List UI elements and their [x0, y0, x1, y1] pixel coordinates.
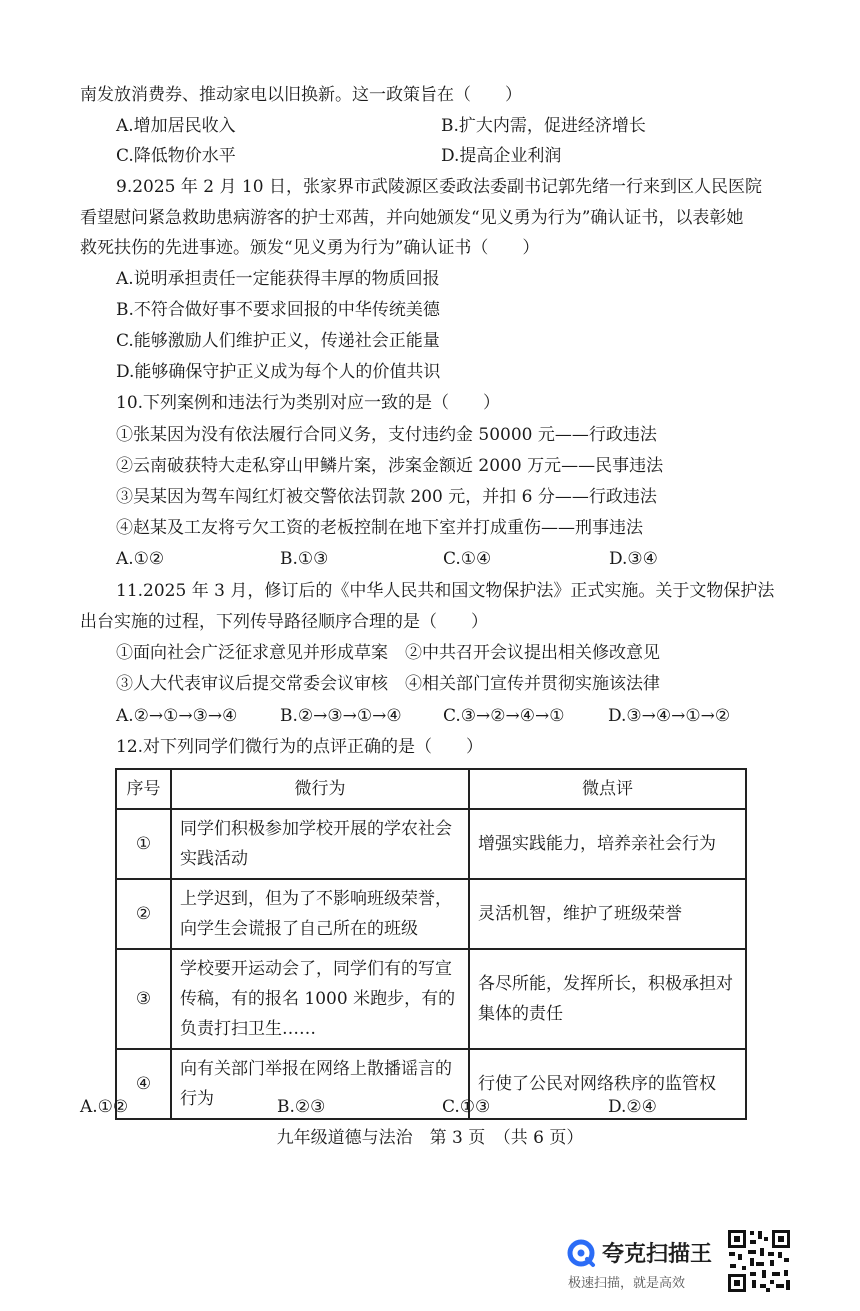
q10-item-3: ③吴某因为驾车闯红灯被交警依法罚款 200 元，并扣 6 分——行政违法 — [116, 487, 657, 507]
row-number: ④ — [116, 1049, 171, 1119]
page-footer: 九年级道德与法治 第 3 页 （共 6 页） — [276, 1128, 584, 1148]
q11-option-c: C.③→②→④→① — [443, 706, 565, 726]
brand-slogan: 极速扫描，就是高效 — [568, 1276, 686, 1291]
q8-option-c: C.降低物价水平 — [116, 146, 236, 166]
q8-stem-tail: 南发放消费券、推动家电以旧换新。这一政策旨在（ ） — [80, 85, 522, 105]
row-comment: 增强实践能力，培养亲社会行为 — [469, 809, 746, 879]
row-number: ② — [116, 879, 171, 949]
q12-option-a: A.①② — [80, 1097, 129, 1117]
q10-stem: 10.下列案例和违法行为类别对应一致的是（ ） — [116, 393, 501, 413]
q9-stem-line-1: 9.2025 年 2 月 10 日，张家界市武陵源区委政法委副书记郭先绪一行来到区人民医院 — [116, 177, 762, 197]
brand-name: 夸克扫描王 — [602, 1242, 713, 1267]
table-header-row — [116, 769, 746, 809]
q9-stem-line-2: 看望慰问紧急救助患病游客的护士邓茜，并向她颁发“见义勇为行为”确认证书，以表彰她 — [80, 208, 744, 228]
q10-option-a: A.①② — [116, 549, 165, 569]
q11-item-row-1: ①面向社会广泛征求意见并形成草案 ②中共召开会议提出相关修改意见 — [116, 643, 660, 663]
q9-option-c: C.能够激励人们维护正义，传递社会正能量 — [116, 331, 440, 351]
q11-option-b: B.②→③→①→④ — [280, 706, 402, 726]
quark-logo-icon — [566, 1238, 596, 1268]
row-behavior: 上学迟到，但为了不影响班级荣誉，向学生会谎报了自己所在的班级 — [171, 879, 469, 949]
header-behavior: 微行为 — [171, 769, 469, 809]
q12-option-d: D.②④ — [608, 1097, 657, 1117]
q8-option-b: B.扩大内需，促进经济增长 — [441, 116, 646, 136]
header-number: 序号 — [116, 769, 171, 809]
q10-option-c: C.①④ — [443, 549, 492, 569]
q10-option-d: D.③④ — [609, 549, 658, 569]
q11-item-row-2: ③人大代表审议后提交常委会议审核 ④相关部门宣传并贯彻实施该法律 — [116, 674, 660, 694]
qr-code-icon — [726, 1228, 792, 1294]
q9-stem-line-3: 救死扶伤的先进事迹。颁发“见义勇为行为”确认证书（ ） — [80, 238, 540, 258]
row-number: ③ — [116, 949, 171, 1049]
row-comment: 各尽所能，发挥所长，积极承担对集体的责任 — [469, 949, 746, 1049]
q11-stem-line-2: 出台实施的过程，下列传导路径顺序合理的是（ ） — [80, 612, 488, 632]
row-behavior: 向有关部门举报在网络上散播谣言的行为 — [171, 1049, 469, 1119]
row-comment: 行使了公民对网络秩序的监管权 — [469, 1049, 746, 1119]
q11-option-d: D.③→④→①→② — [608, 706, 731, 726]
q10-option-b: B.①③ — [280, 549, 329, 569]
table-row — [116, 809, 746, 879]
q10-item-1: ①张某因为没有依法履行合同义务，支付违约金 50000 元——行政违法 — [116, 425, 657, 445]
q11-stem-line-1: 11.2025 年 3 月，修订后的《中华人民共和国文物保护法》正式实施。关于文物保护法 — [116, 581, 775, 601]
header-comment: 微点评 — [469, 769, 746, 809]
row-behavior: 同学们积极参加学校开展的学农社会实践活动 — [171, 809, 469, 879]
row-number: ① — [116, 809, 171, 879]
q12-stem: 12.对下列同学们微行为的点评正确的是（ ） — [116, 737, 484, 757]
q12-option-b: B.②③ — [277, 1097, 326, 1117]
q9-option-b: B.不符合做好事不要求回报的中华传统美德 — [116, 300, 440, 320]
row-comment: 灵活机智，维护了班级荣誉 — [469, 879, 746, 949]
q10-item-4: ④赵某及工友将亏欠工资的老板控制在地下室并打成重伤——刑事违法 — [116, 518, 643, 538]
q9-option-d: D.能够确保守护正义成为每个人的价值共识 — [116, 362, 441, 382]
q9-option-a: A.说明承担责任一定能获得丰厚的物质回报 — [116, 269, 440, 289]
q8-option-a: A.增加居民收入 — [116, 116, 236, 136]
row-behavior: 学校要开运动会了，同学们有的写宣传稿，有的报名 1000 米跑步，有的负责打扫卫生…… — [171, 949, 469, 1049]
scanner-brand — [566, 1232, 726, 1292]
table-row — [116, 949, 746, 1049]
q12-table — [115, 768, 747, 1120]
q10-item-2: ②云南破获特大走私穿山甲鳞片案，涉案金额近 2000 万元——民事违法 — [116, 456, 664, 476]
table-row — [116, 879, 746, 949]
q11-option-a: A.②→①→③→④ — [116, 706, 238, 726]
q12-option-c: C.①③ — [442, 1097, 491, 1117]
q8-option-d: D.提高企业利润 — [441, 146, 562, 166]
